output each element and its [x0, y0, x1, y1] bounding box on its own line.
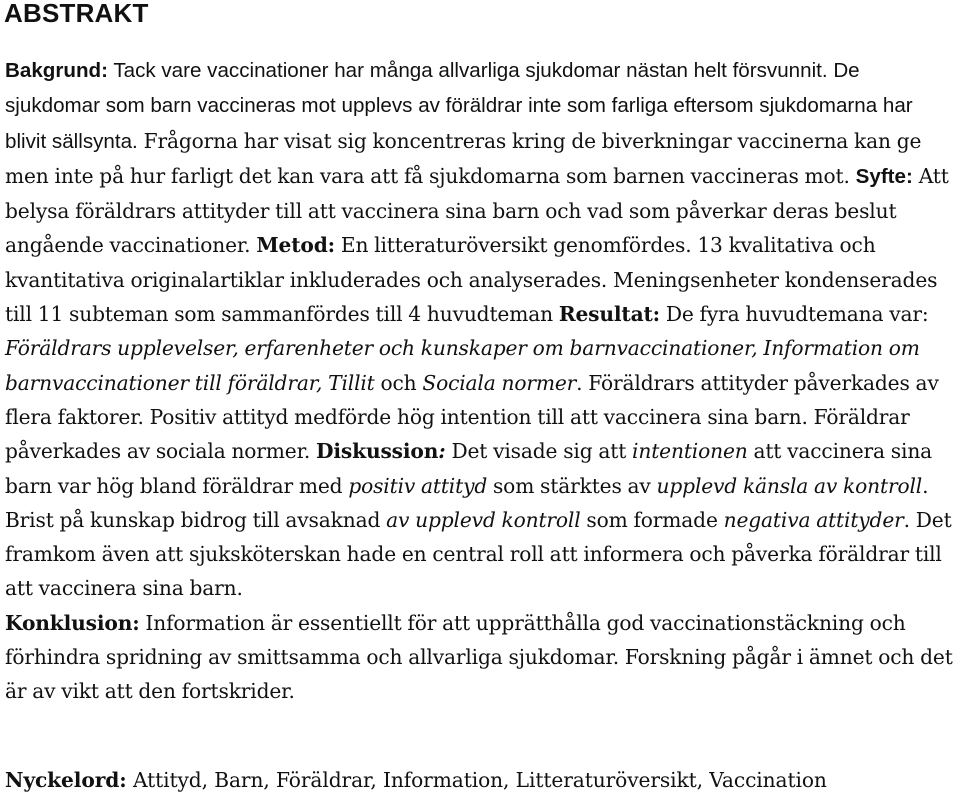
- konklusion-text: Information är essentiellt för att upprätthålla god vaccinationstäckning och förhindra spridning av smittsamma och allvarliga sjukdomar. Forskning pågår i ämnet och det är av vikt att den fortskrider.: [5, 610, 953, 704]
- resultat-text-2: och: [374, 370, 423, 395]
- bakgrund-label: Bakgrund:: [5, 59, 108, 82]
- resultat-theme-list: Föräldrars upplevelser, erfarenheter och kunskaper om barnvaccinationer, Information om barnvaccinationer till föräldrar, Tillit: [5, 336, 920, 395]
- diskussion-text-1: Det visade sig att: [445, 439, 633, 464]
- diskussion-text-3: som stärktes av: [487, 473, 657, 498]
- resultat-text-3: . Föräldrars attityder påverkades av flera faktorer. Positiv attityd medförde hög intention till att vaccinera sina barn. Föräldrar påverkades av sociala normer.: [5, 370, 939, 464]
- syfte-label: Syfte:: [855, 164, 913, 188]
- diskussion-text-2: att vaccinera sina barn var hög bland föräldrar med: [5, 439, 933, 498]
- nyckelord-label: Nyckelord:: [5, 768, 127, 792]
- diskussion-em-negativa-attityder: negativa attityder: [723, 507, 904, 532]
- nyckelord-text: Attityd, Barn, Föräldrar, Information, Litteraturöversikt, Vaccination: [126, 768, 827, 792]
- diskussion-colon: :: [438, 439, 446, 464]
- resultat-theme-sociala-normer: Sociala normer: [422, 370, 577, 395]
- diskussion-text-5: som formade: [580, 507, 724, 532]
- resultat-label: Resultat:: [558, 302, 660, 327]
- konklusion-label: Konklusion:: [5, 610, 140, 635]
- syfte-text: Att belysa föräldrars attityder till att vaccinera sina barn och vad som påverkar deras beslut angående vaccinationer.: [5, 163, 949, 258]
- diskussion-em-intentionen: intentionen: [632, 439, 748, 464]
- metod-label: Metod:: [256, 233, 335, 258]
- bakgrund-text-1: Tack vare vaccinationer har många allvarliga sjukdomar nästan helt försvunnit. De sjukdomar som barn vaccineras mot upplevs av föräldrar inte som farliga eftersom sjukdomarna har blivit sällsynta.: [5, 59, 913, 153]
- abstract-heading: ABSTRAKT: [4, 0, 149, 28]
- abstract-body: [5, 53, 959, 709]
- resultat-text-1: De fyra huvudtemana var:: [659, 302, 929, 327]
- bakgrund-text-2: Frågorna har visat sig koncentreras kring de biverkningar vaccinerna kan ge men inte på hur farligt det kan vara att få sjukdomarna som barnen vaccineras mot.: [5, 128, 922, 188]
- diskussion-text-4: . Brist på kunskap bidrog till avsaknad: [5, 473, 929, 532]
- konklusion-paragraph: [5, 606, 959, 709]
- diskussion-text-6: . Det framkom även att sjuksköterskan hade en central roll att informera och påverka föräldrar till att vaccinera sina barn.: [5, 507, 952, 601]
- diskussion-em-upplevd-kansla: upplevd känsla av kontroll: [656, 473, 923, 498]
- keywords-line: [5, 763, 827, 797]
- diskussion-label: Diskussion: [316, 439, 439, 464]
- diskussion-em-upplevd-kontroll: av upplevd kontroll: [386, 507, 581, 532]
- diskussion-em-positiv-attityd: positiv attityd: [348, 473, 488, 498]
- abstract-paragraph: [5, 53, 959, 606]
- metod-text: En litteraturöversikt genomfördes. 13 kvalitativa och kvantitativa originalartiklar inkluderades och analyserades. Meningsenheter kondenserades till 11 subteman som sammanfördes till 4 huvudteman: [5, 233, 938, 327]
